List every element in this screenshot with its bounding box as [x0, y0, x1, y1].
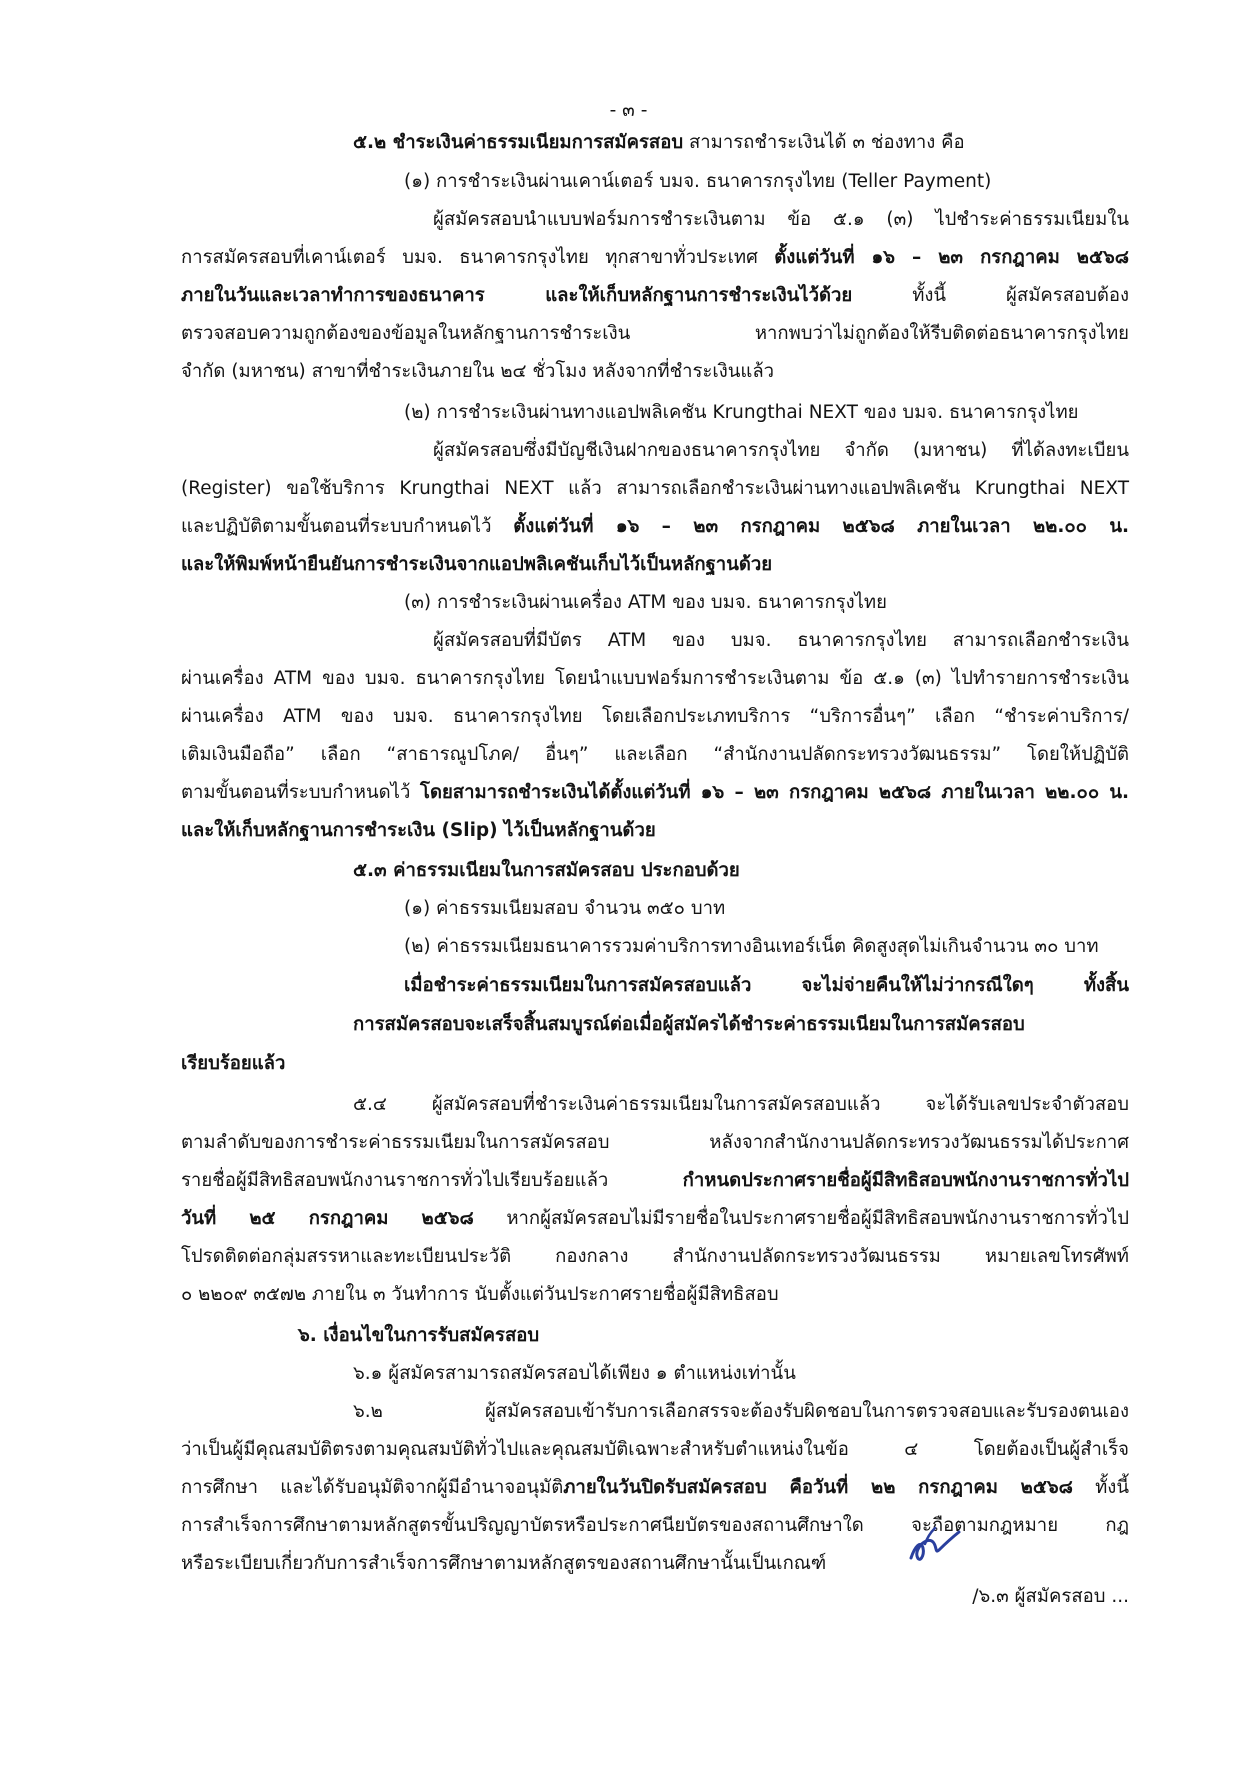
section-6-1: ๖.๑ ผู้สมัครสามารถสมัครสอบได้เพียง ๑ ตำแหน่งเท่านั้น: [353, 1363, 796, 1384]
section-5-2-rest: สามารถชำระเงินได้ ๓ ช่องทาง คือ: [683, 132, 965, 153]
section-5-4-announce: กำหนดประกาศรายชื่อผู้มีสิทธิสอบพนักงานราชการทั่วไป: [682, 1170, 1129, 1191]
section-5-4-line: [181, 1204, 1129, 1234]
fee-note-line: เมื่อชำระค่าธรรมเนียมในการสมัครสอบแล้ว จะไม่จ่ายคืนให้ไม่ว่ากรณีใดๆ ทั้งสิ้น: [404, 975, 1129, 996]
payment-item-3-line: และให้เก็บหลักฐานการชำระเงิน (Slip) ไว้เป็นหลักฐานด้วย: [181, 820, 656, 841]
section-6-2-text: การศึกษา และได้รับอนุมัติจากผู้มีอำนาจอนุมัติ: [181, 1477, 564, 1498]
payment-item-1-text: ทั้งนี้ ผู้สมัครสอบต้อง: [852, 285, 1129, 306]
section-5-4-line: ๐ ๒๒๐๙ ๓๕๗๒ ภายใน ๓ วันทำการ นับตั้งแต่วันประกาศรายชื่อผู้มีสิทธิสอบ: [181, 1284, 779, 1305]
payment-item-1-line: ตรวจสอบความถูกต้องของข้อมูลในหลักฐานการชำระเงิน หากพบว่าไม่ถูกต้องให้รีบติดต่อธนาคารกรุงไทย: [181, 323, 1129, 344]
payment-item-3-line: ผู้สมัครสอบที่มีบัตร ATM ของ บมจ. ธนาคารกรุงไทย สามารถเลือกชำระเงิน: [433, 630, 1129, 651]
section-5-4-date: วันที่ ๒๕ กรกฎาคม ๒๕๖๘: [181, 1208, 474, 1229]
payment-item-3-line: [181, 778, 1129, 808]
signature-initial: [905, 1518, 965, 1570]
payment-item-3-title: (๓) การชำระเงินผ่านเครื่อง ATM ของ บมจ. ธนาคารกรุงไทย: [404, 592, 887, 613]
section-5-4-line: ตามลำดับของการชำระค่าธรรมเนียมในการสมัครสอบ หลังจากสำนักงานปลัดกระทรวงวัฒนธรรมได้ประกาศ: [181, 1132, 1129, 1153]
section-6-2-deadline: ภายในวันปิดรับสมัครสอบ คือวันที่ ๒๒ กรกฎาคม ๒๕๖๘: [563, 1477, 1073, 1498]
payment-item-3-line: เติมเงินมือถือ” เลือก “สาธารณูปโภค/ อื่นๆ” และเลือก “สำนักงานปลัดกระทรวงวัฒนธรรม” โดยให้ปฏิบัติ: [181, 744, 1129, 765]
section-6-2-line: [181, 1473, 1129, 1503]
payment-item-1-line: ผู้สมัครสอบนำแบบฟอร์มการชำระเงินตาม ข้อ ๕.๑ (๓) ไปชำระค่าธรรมเนียมใน: [433, 209, 1129, 230]
payment-item-2-line: [181, 512, 1129, 542]
fee-item-2: (๒) ค่าธรรมเนียมธนาคารรวมค่าบริการทางอินเทอร์เน็ต คิดสูงสุดไม่เกินจำนวน ๓๐ บาท: [404, 936, 1099, 957]
payment-item-2-dates: ตั้งแต่วันที่ ๑๖ – ๒๓ กรกฎาคม ๒๕๖๘ ภายในเวลา ๒๒.๐๐ น.: [513, 516, 1129, 537]
payment-item-1-line: [181, 281, 1129, 311]
fee-note-line: เรียบร้อยแล้ว: [181, 1053, 286, 1074]
payment-item-1-title: (๑) การชำระเงินผ่านเคาน์เตอร์ บมจ. ธนาคารกรุงไทย (Teller Payment): [404, 171, 992, 192]
payment-item-2-line: (Register) ขอใช้บริการ Krungthai NEXT แล้ว สามารถเลือกชำระเงินผ่านทางแอปพลิเคชัน Krungthai NEXT: [181, 478, 1129, 499]
section-6-heading: ๖. เงื่อนไขในการรับสมัครสอบ: [298, 1325, 540, 1346]
payment-item-2-line: ผู้สมัครสอบซึ่งมีบัญชีเงินฝากของธนาคารกรุงไทย จำกัด (มหาชน) ที่ได้ลงทะเบียน: [433, 440, 1129, 461]
payment-item-1-line: [181, 243, 1129, 273]
payment-item-1-dates: ตั้งแต่วันที่ ๑๖ – ๒๓ กรกฎาคม ๒๕๖๘: [774, 247, 1129, 268]
section-6-2-line: ๖.๒ ผู้สมัครสอบเข้ารับการเลือกสรรจะต้องรับผิดชอบในการตรวจสอบและรับรองตนเอง: [353, 1401, 1129, 1422]
section-5-4-text: หากผู้สมัครสอบไม่มีรายชื่อในประกาศรายชื่อผู้มีสิทธิสอบพนักงานราชการทั่วไป: [473, 1208, 1129, 1229]
section-6-2-line: การสำเร็จการศึกษาตามหลักสูตรขั้นปริญญาบัตรหรือประกาศนียบัตรของสถานศึกษาใด จะถือตามกฎหมาย กฎ: [181, 1515, 1129, 1536]
section-5-4-line: ๕.๔ ผู้สมัครสอบที่ชำระเงินค่าธรรมเนียมในการสมัครสอบแล้ว จะได้รับเลขประจำตัวสอบ: [353, 1094, 1129, 1115]
fee-note-line: การสมัครสอบจะเสร็จสิ้นสมบูรณ์ต่อเมื่อผู้สมัครได้ชำระค่าธรรมเนียมในการสมัครสอบ: [353, 1014, 1025, 1035]
payment-item-2-title: (๒) การชำระเงินผ่านทางแอปพลิเคชัน Krungthai NEXT ของ บมจ. ธนาคารกรุงไทย: [404, 402, 1079, 423]
section-6-2-line: ว่าเป็นผู้มีคุณสมบัติตรงตามคุณสมบัติทั่วไปและคุณสมบัติเฉพาะสำหรับตำแหน่งในข้อ ๔ โดยต้องเป็นผู้สำเร็จ: [181, 1439, 1129, 1460]
payment-item-3-dates: โดยสามารถชำระเงินได้ตั้งแต่วันที่ ๑๖ – ๒๓ กรกฎาคม ๒๕๖๘ ภายในเวลา ๒๒.๐๐ น.: [420, 782, 1130, 803]
payment-item-3-text: ตามขั้นตอนที่ระบบกำหนดไว้: [181, 782, 421, 803]
section-5-4-line: โปรดติดต่อกลุ่มสรรหาและทะเบียนประวัติ กองกลาง สำนักงานปลัดกระทรวงวัฒนธรรม หมายเลขโทรศัพท์: [181, 1246, 1129, 1267]
fee-item-1: (๑) ค่าธรรมเนียมสอบ จำนวน ๓๕๐ บาท: [404, 898, 726, 919]
payment-item-1-line: จำกัด (มหาชน) สาขาที่ชำระเงินภายใน ๒๔ ชั่วโมง หลังจากที่ชำระเงินแล้ว: [181, 361, 775, 382]
section-5-4-line: [181, 1166, 1129, 1196]
section-5-2-heading: [353, 128, 965, 158]
section-5-2-title: ๕.๒ ชำระเงินค่าธรรมเนียมการสมัครสอบ: [353, 132, 684, 153]
payment-item-2-text: และปฏิบัติตามขั้นตอนที่ระบบกำหนดไว้: [181, 516, 514, 537]
payment-item-2-line: และให้พิมพ์หน้ายืนยันการชำระเงินจากแอปพลิเคชันเก็บไว้เป็นหลักฐานด้วย: [181, 554, 773, 575]
page-number: - ๓ -: [609, 100, 648, 121]
payment-item-1-text: การสมัครสอบที่เคาน์เตอร์ บมจ. ธนาคารกรุงไทย ทุกสาขาทั่วประเทศ: [181, 247, 775, 268]
section-5-4-text: รายชื่อผู้มีสิทธิสอบพนักงานราชการทั่วไปเรียบร้อยแล้ว: [181, 1170, 683, 1191]
section-6-2-line: หรือระเบียบเกี่ยวกับการสำเร็จการศึกษาตามหลักสูตรของสถานศึกษานั้นเป็นเกณฑ์: [181, 1553, 827, 1574]
continuation-note: /๖.๓ ผู้สมัครสอบ ...: [972, 1586, 1129, 1607]
section-6-2-text: ทั้งนี้: [1072, 1477, 1129, 1498]
section-5-3-heading: ๕.๓ ค่าธรรมเนียมในการสมัครสอบ ประกอบด้วย: [353, 860, 740, 881]
payment-item-1-hours: ภายในวันและเวลาทำการของธนาคาร และให้เก็บหลักฐานการชำระเงินไว้ด้วย: [181, 285, 853, 306]
payment-item-3-line: ผ่านเครื่อง ATM ของ บมจ. ธนาคารกรุงไทย โดยนำแบบฟอร์มการชำระเงินตาม ข้อ ๕.๑ (๓) ไปทำรายการชำระเงิน: [181, 668, 1129, 689]
payment-item-3-line: ผ่านเครื่อง ATM ของ บมจ. ธนาคารกรุงไทย โดยเลือกประเภทบริการ “บริการอื่นๆ” เลือก “ชำระค่าบริการ/: [181, 706, 1129, 727]
